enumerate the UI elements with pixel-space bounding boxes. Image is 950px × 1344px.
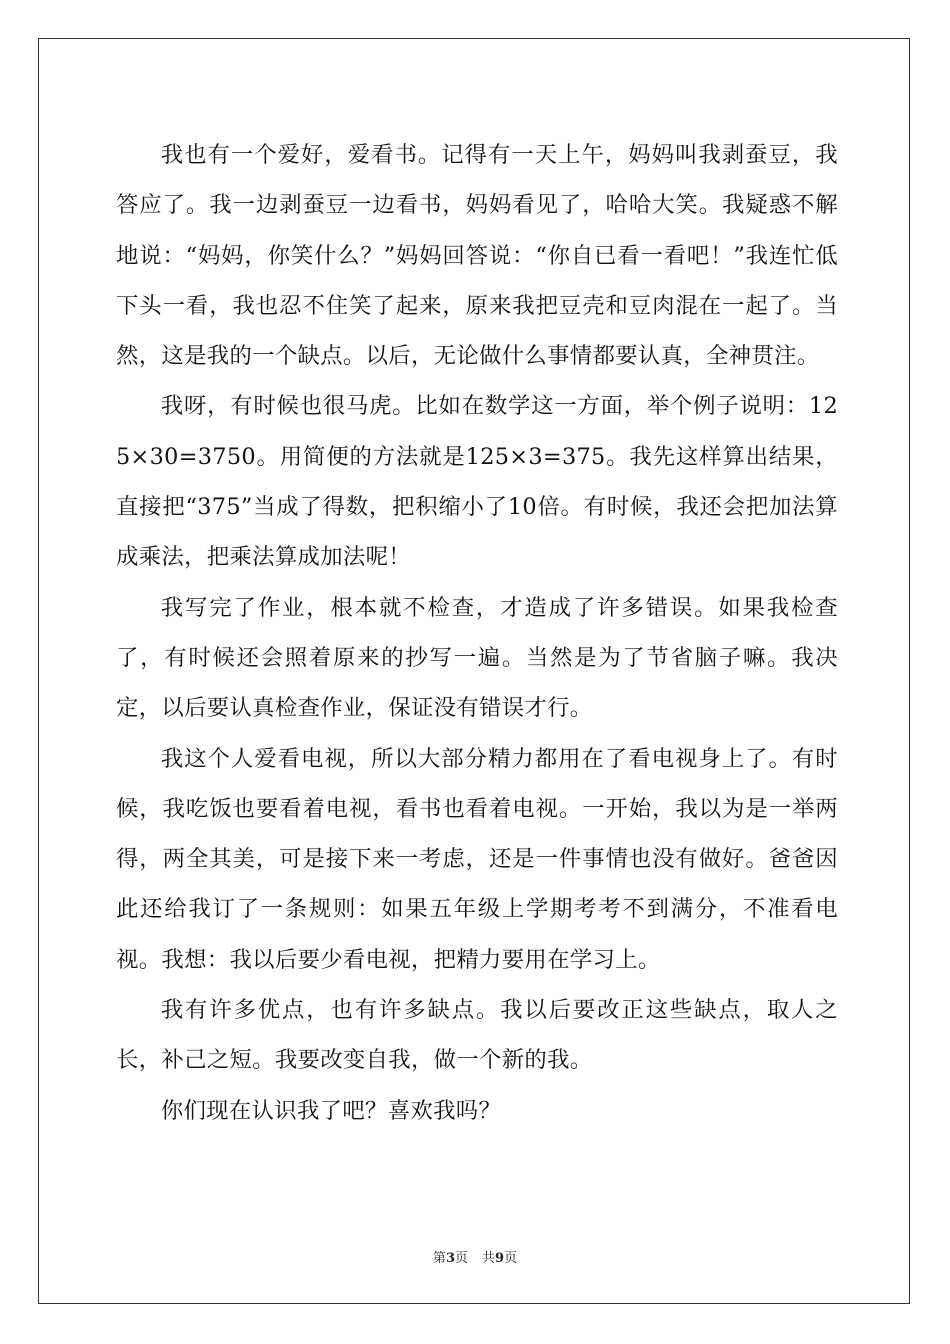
paragraph: 我这个人爱看电视，所以大部分精力都用在了看电视身上了。有时候，我吃饭也要看着电视，看书也看着电视。一开始，我以为是一举两得，两全其美，可是接下来一考虑，还是一件事情也没有做好。爸爸因此还给我订了一条规则：如果五年级上学期考考不到满分，不准看电视。我想：我以后要少看电视，把精力要用在学习上。 — [116, 745, 838, 973]
page-prefix: 第 — [432, 1251, 446, 1266]
total-suffix: 页 — [504, 1251, 518, 1266]
paragraph: 我也有一个爱好，爱看书。记得有一天上午，妈妈叫我剥蚕豆，我答应了。我一边剥蚕豆一边看书，妈妈看见了，哈哈大笑。我疑惑不解地说：“妈妈，你笑什么？”妈妈回答说：“你自已看一看吧！”我连忙低下头一看，我也忍不住笑了起来，原来我把豆壳和豆肉混在一起了。当然，这是我的一个缺点。以后，无论做什么事情都要认真，全神贯注。 — [116, 142, 838, 370]
document-body — [116, 130, 838, 1136]
page-suffix: 页 — [454, 1251, 468, 1266]
paragraph: 你们现在认识我了吧？喜欢我吗？ — [160, 1097, 502, 1124]
total-prefix: 共 — [482, 1251, 496, 1266]
paragraph: 我有许多优点，也有许多缺点。我以后要改正这些缺点，取人之长，补己之短。我要改变自我，做一个新的我。 — [116, 997, 838, 1074]
paragraph: 我写完了作业，根本就不检查，才造成了许多错误。如果我检查了，有时候还会照着原来的抄写一遍。当然是为了节省脑子嘛。我决定，以后要认真检查作业，保证没有错误才行。 — [116, 594, 838, 722]
page-footer — [0, 1247, 950, 1266]
page-number: 3 — [445, 1251, 455, 1266]
paragraph: 我呀，有时候也很马虎。比如在数学这一方面，举个例子说明：125×30=3750。用简便的方法就是125×3=375。我先这样算出结果，直接把“375”当成了得数，把积缩小了10倍。有时候，我还会把加法算成乘法，把乘法算成加法呢！ — [116, 393, 838, 571]
total-pages: 9 — [495, 1251, 505, 1266]
